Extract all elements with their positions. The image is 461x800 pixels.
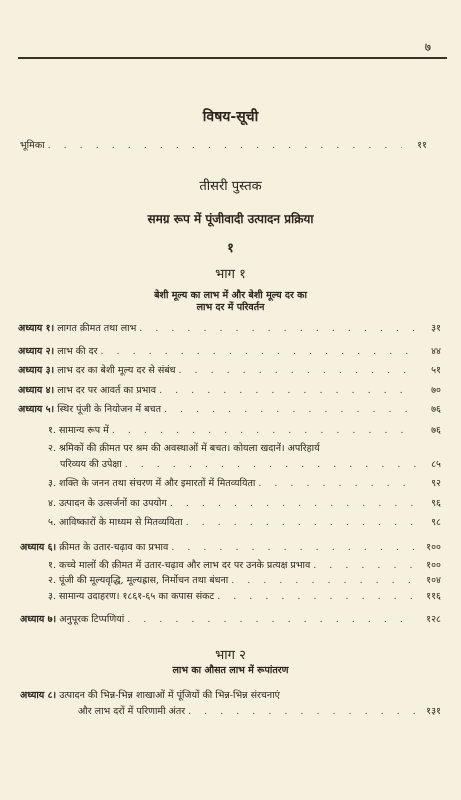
toc-title: विषय-सूची [202, 109, 259, 125]
part-2-title: लाभ का औसत लाभ में रूपांतरण [172, 665, 289, 676]
entry-page: ९२ [431, 478, 441, 489]
toc-entry-5-2[interactable]: परिव्यय की उपेक्षा . . . ८५ [60, 459, 441, 471]
leader-dots [125, 459, 416, 471]
part-1-heading: भाग १ [215, 267, 246, 282]
toc-entry-5-3[interactable]: ३. शक्ति के जनन तथा संचरण में और इमारतों में मितव्ययिता . . . ९२ [48, 478, 441, 490]
toc-entry-5-1[interactable]: १. सामान्य रूप में . . . ७६ [48, 425, 441, 437]
leader-dots [258, 478, 416, 490]
leader-dots [231, 575, 416, 587]
leader-dots [188, 706, 416, 718]
entry-page: ९८ [431, 517, 441, 528]
leader-dots [164, 404, 416, 416]
toc-entry-chapter-6[interactable]: अध्याय ६। क़ीमत के उतार-चढ़ाव का प्रभाव . . . १०० [20, 542, 441, 554]
toc-entry-chapter-3[interactable]: अध्याय ३। लाभ दर का बेशी मूल्य दर से संबंध . . . ५१ [18, 365, 441, 377]
toc-entry-preface[interactable] [20, 140, 427, 152]
toc-entry-6-2[interactable]: २. पूंजी की मूल्यवृद्धि, मूल्यह्रास, निर्मोचन तथा बंधना . . . १०४ [48, 575, 441, 587]
section-numeral: १ [227, 241, 234, 256]
part-1-title: बेशी मूल्य का लाभ में और बेशी मूल्य दर का लाभ दर में परिवर्तन [154, 290, 307, 313]
leader-dots [101, 346, 417, 358]
entry-page: ७६ [431, 425, 441, 436]
entry-page: ३१ [431, 323, 441, 334]
leader-dots [179, 365, 416, 377]
entry-page: ७६ [431, 404, 441, 415]
page-number: ७ [424, 40, 431, 54]
entry-page: ८५ [431, 459, 441, 470]
entry-page: १०० [426, 560, 441, 571]
toc-entry-chapter-8[interactable]: और लाभ दरों में परिणामी अंतर . . . १३१ [78, 706, 441, 718]
leader-dots [186, 517, 416, 529]
toc-entry-5-5[interactable]: ५. आविष्कारों के माध्यम से मितव्ययिता . . . ९८ [48, 517, 441, 529]
toc-entry-chapter-7[interactable]: अध्याय ७। अनुपूरक टिप्पणियां . . . १२८ [20, 614, 441, 626]
entry-page: ११ [417, 140, 427, 151]
entry-page: १३१ [426, 706, 441, 717]
leader-dots [170, 498, 416, 510]
leader-dots [171, 542, 416, 554]
leader-dots [48, 140, 402, 152]
entry-label: भूमिका [20, 140, 45, 151]
part-2-heading: भाग २ [215, 648, 246, 663]
entry-page: ९६ [431, 498, 441, 509]
leader-dots [139, 323, 416, 335]
toc-entry-5-2-line1[interactable]: २. श्रमिकों की क़ीमत पर श्रम की अवस्थाओं में बचत। कोयला खदानें। अपरिहार्य [48, 443, 320, 454]
entry-page: ५१ [431, 365, 441, 376]
entry-page: १०० [426, 542, 441, 553]
entry-page: ११६ [426, 591, 441, 602]
leader-dots [313, 560, 416, 572]
leader-dots [217, 591, 416, 603]
entry-page: १०४ [426, 575, 441, 586]
leader-dots [127, 614, 416, 626]
leader-dots [112, 425, 416, 437]
entry-page: ७० [431, 385, 441, 396]
toc-entry-chapter-2[interactable]: अध्याय २। लाभ की दर . . . ४४ [18, 346, 441, 358]
toc-entry-chapter-5[interactable]: अध्याय ५। स्थिर पूंजी के नियोजन में बचत . . . ७६ [18, 404, 441, 416]
entry-page: ४४ [431, 346, 441, 357]
toc-entry-6-1[interactable]: १. कच्चे मालों की क़ीमत में उतार-चढ़ाव और लाभ दर पर उनके प्रत्यक्ष प्रभाव . . . १०० [48, 560, 441, 572]
leader-dots [159, 385, 416, 397]
book-subtitle: समग्र रूप में पूंजीवादी उत्पादन प्रक्रिया [147, 212, 314, 226]
toc-entry-6-3[interactable]: ३. सामान्य उदाहरण। १८६१-६५ का कपास संकट . . . ११६ [48, 591, 441, 603]
toc-entry-chapter-4[interactable]: अध्याय ४। लाभ दर पर आवर्त का प्रभाव . . . ७० [18, 385, 441, 397]
toc-entry-chapter-1[interactable]: अध्याय १। लागत क़ीमत तथा लाभ . . . ३१ [18, 323, 441, 335]
toc-entry-5-4[interactable]: ४. उत्पादन के उत्सर्जनों का उपयोग . . . ९६ [48, 498, 441, 510]
toc-entry-chapter-8-line1[interactable]: अध्याय ८। उत्पादन की भिन्न-भिन्न शाखाओं में पूंजियों की भिन्न-भिन्न संरचनाएं [20, 690, 280, 701]
entry-page: १२८ [426, 614, 441, 625]
book-heading: तीसरी पुस्तक [199, 179, 262, 194]
header-rule [18, 57, 447, 59]
